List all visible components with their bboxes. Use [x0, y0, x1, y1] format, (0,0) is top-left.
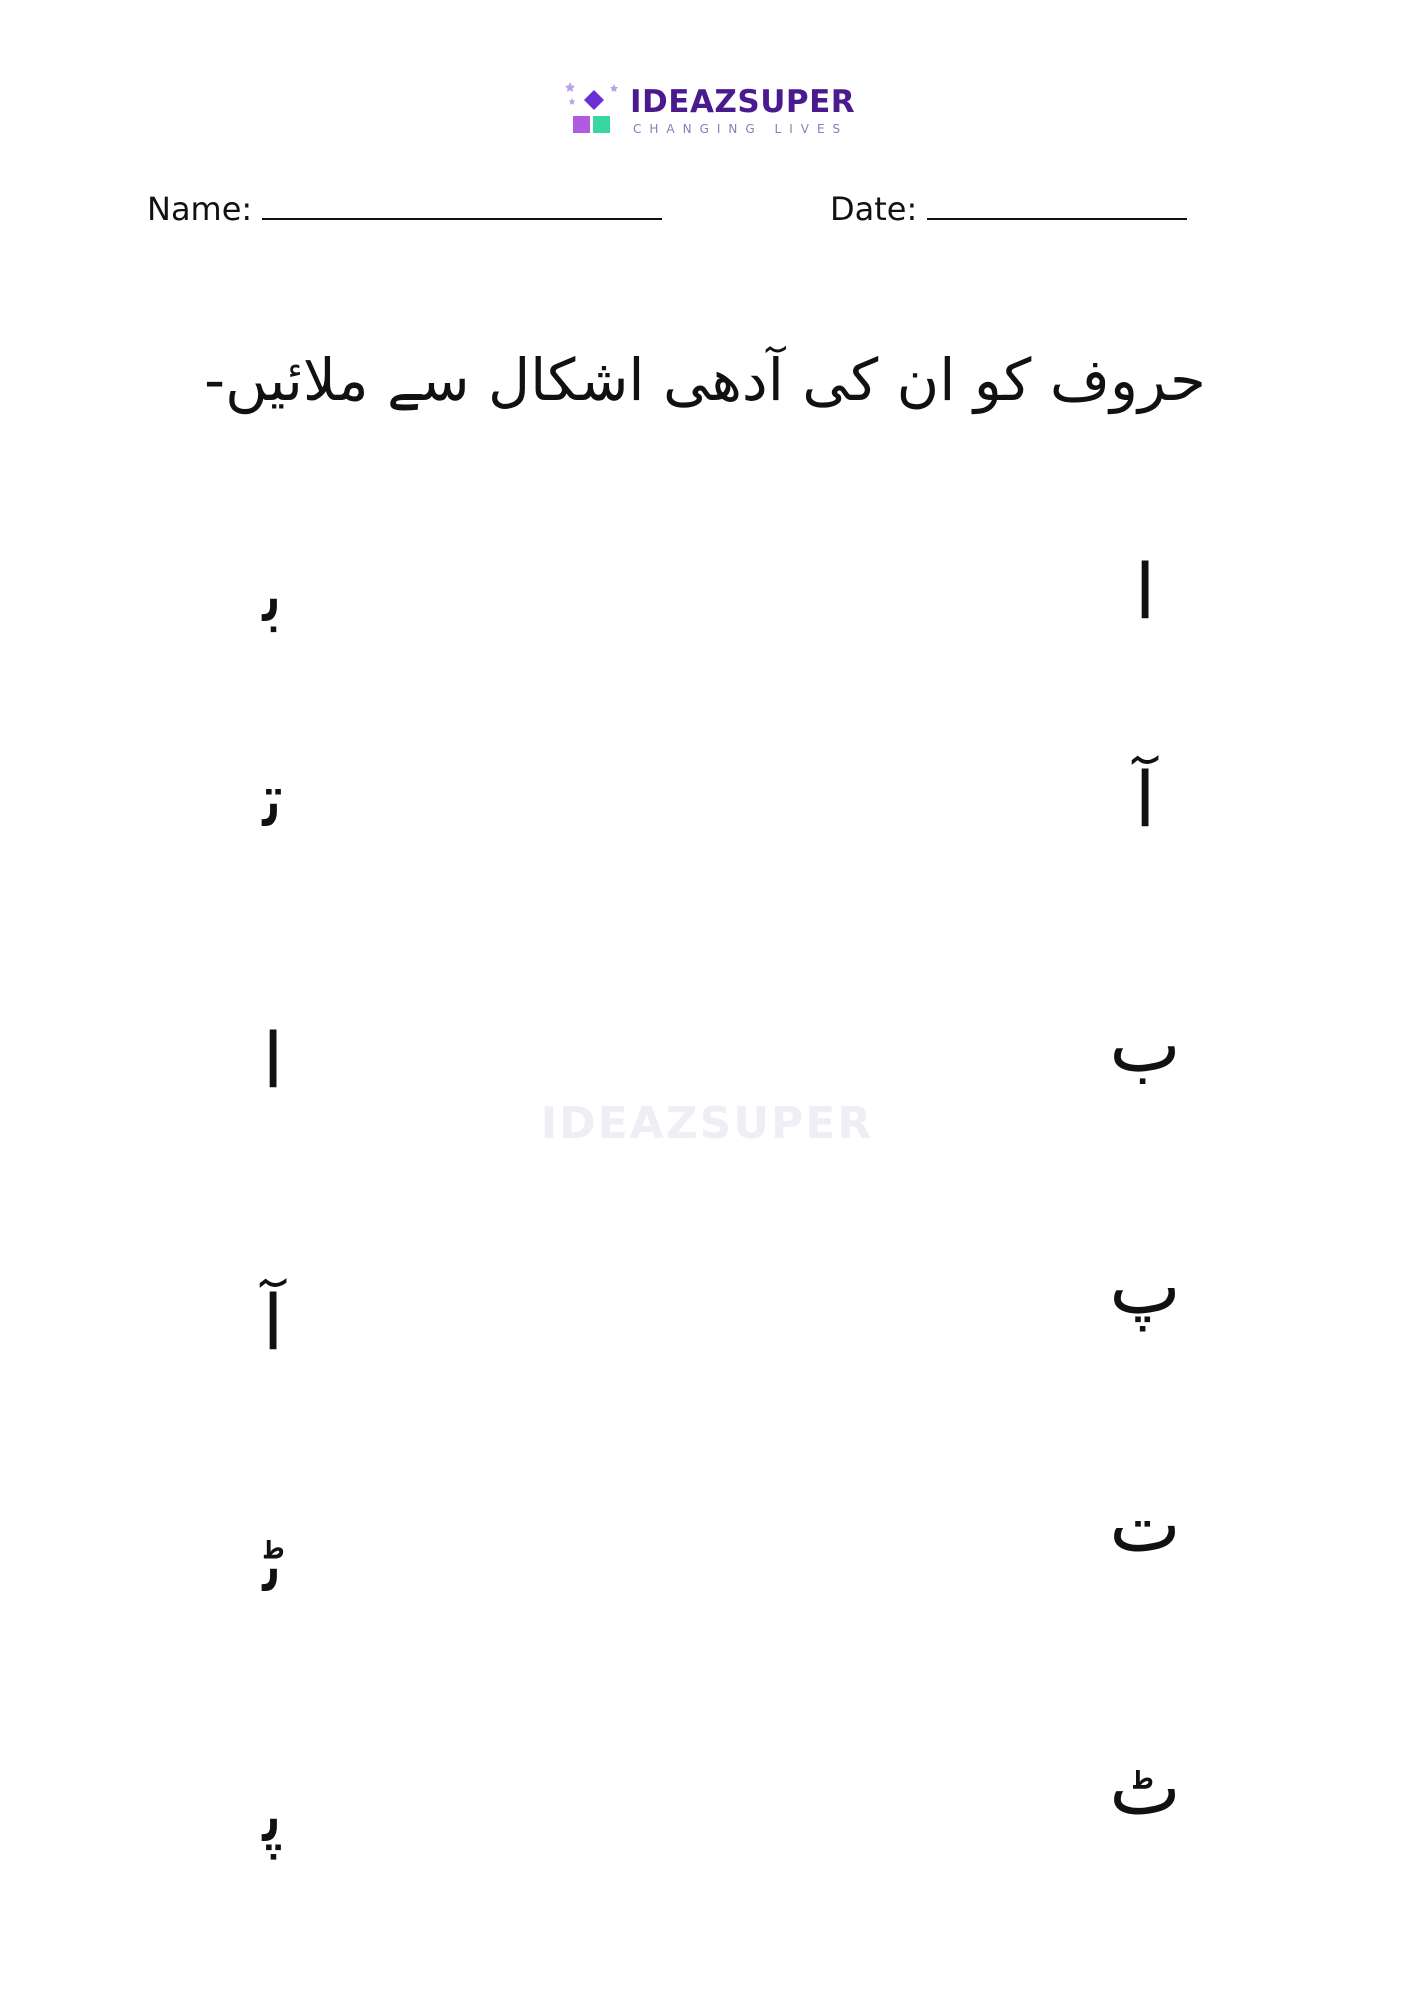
logo-title: IDEAZSUPER — [630, 84, 856, 120]
watermark: IDEAZSUPER — [540, 1098, 874, 1149]
date-blank-line[interactable] — [927, 188, 1187, 220]
half-form-letter: آ — [262, 1278, 284, 1367]
full-letter: ب — [1109, 1000, 1181, 1089]
name-blank-line[interactable] — [262, 188, 662, 220]
full-letter: ا — [1134, 547, 1156, 636]
date-field — [830, 188, 1187, 228]
full-letter: پ — [1109, 1242, 1181, 1331]
brand-logo — [562, 80, 862, 144]
half-form-letter: ﺑ — [262, 550, 284, 639]
instruction-heading: حروف کو ان کی آدھی اشکال سے ملائیں- — [204, 346, 1206, 414]
logo-mark-icon — [562, 80, 626, 144]
name-label: Name: — [147, 190, 253, 228]
half-form-letter: ﭨ — [262, 1520, 284, 1609]
half-form-letter: ا — [262, 1016, 284, 1105]
logo-tagline: CHANGING LIVES — [633, 122, 849, 136]
half-form-letter: ﭘ — [262, 1770, 284, 1859]
half-form-letter: ﺗ — [262, 755, 284, 844]
full-letter: ت — [1109, 1480, 1181, 1569]
full-letter: آ — [1134, 755, 1156, 844]
date-label: Date: — [830, 190, 918, 228]
full-letter: ٹ — [1109, 1743, 1181, 1832]
name-field — [147, 188, 662, 228]
